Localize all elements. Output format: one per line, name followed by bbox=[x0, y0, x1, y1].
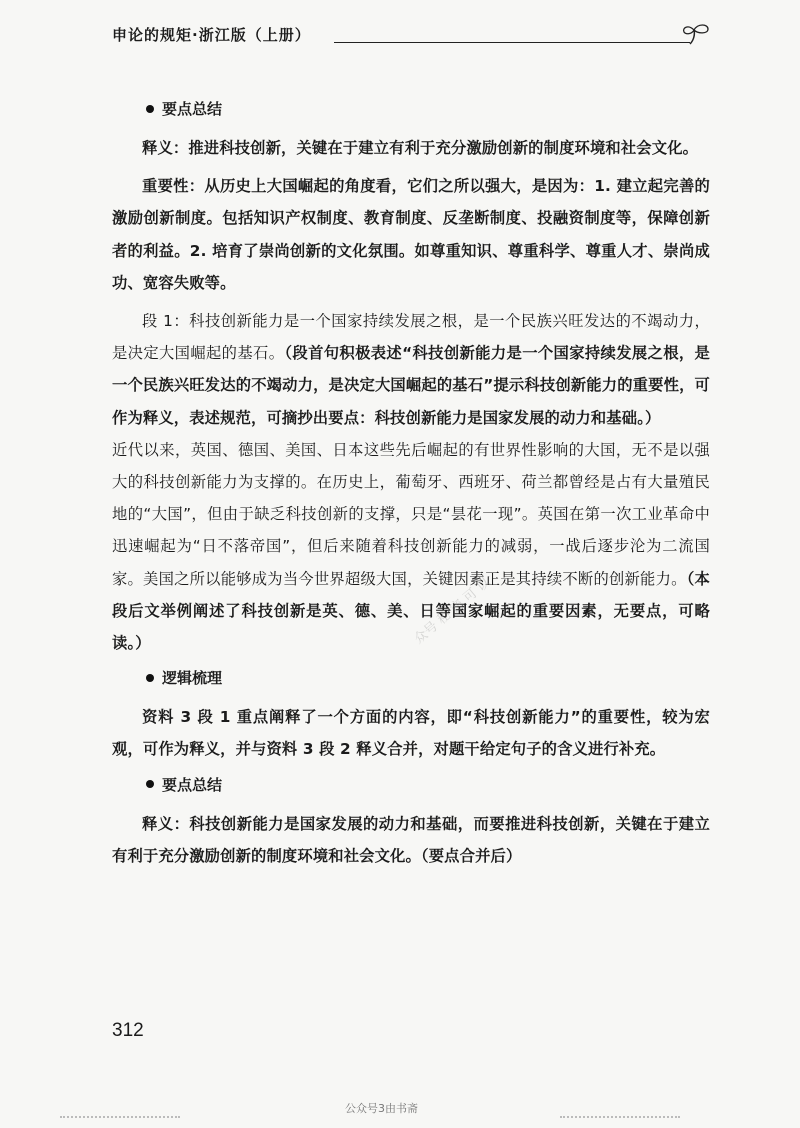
analysis-note: （本段后文举例阐述了科技创新是英、德、美、日等国家崛起的重要因素，无要点，可略读。） bbox=[112, 569, 710, 653]
source-text: 段 1：科技创新能力是一个国家持续发展之根，是一个民族兴旺发达的不竭动力，是决定大国崛起的基石。 bbox=[112, 312, 710, 363]
source-text: 近代以来，英国、德国、美国、日本这些先后崛起的有世界性影响的大国，无不是以强大的科技创新能力为支撑的。在历史上，葡萄牙、西班牙、荷兰都曾经是占有大量殖民地的“大国”，但由于缺乏科技创新的支撑，只是“昙花一现”。英国在第一次工业革命中迅速崛起为“日不落帝国”，但后来随着科技创新能力的减弱，一战后逐步沦为二流国家。美国之所以能够成为当今世界超级大国，关键因素正是其持续不断的创新能力。 bbox=[112, 440, 710, 588]
importance-paragraph: 重要性：从历史上大国崛起的角度看，它们之所以强大，是因为：1. 建立起完善的激励创新制度。包括知识产权制度、教育制度、反垄断制度、投融资制度等，保障创新者的利益。2. 培育了崇尚创新的文化氛围。如尊重知识、尊重科学、尊重人才、崇尚成功、宽容失败等。 bbox=[112, 177, 710, 292]
source-paragraph bbox=[112, 305, 710, 434]
bullet-icon bbox=[146, 105, 154, 113]
watermark: 众号 秘 密 可 以 bbox=[411, 574, 494, 648]
section-heading: 逻辑梳理 bbox=[112, 661, 710, 695]
header-rule bbox=[334, 42, 690, 43]
logic-paragraph: 资料 3 段 1 重点阐释了一个方面的内容，即“科技创新能力”的重要性，较为宏观，可作为释义，并与资料 3 段 2 释义合并，对题干给定句子的含义进行补充。 bbox=[112, 708, 710, 759]
section-heading: 要点总结 bbox=[112, 92, 710, 126]
bullet-icon bbox=[146, 674, 154, 682]
definition-paragraph: 释义：推进科技创新，关键在于建立有利于充分激励创新的制度环境和社会文化。 bbox=[142, 139, 699, 157]
page-body bbox=[112, 90, 710, 872]
scan-artifact bbox=[560, 1116, 680, 1122]
scan-artifact bbox=[60, 1116, 180, 1122]
summary-paragraph: 释义：科技创新能力是国家发展的动力和基础，而要推进科技创新，关键在于建立有利于充分激励创新的制度环境和社会文化。（要点合并后） bbox=[112, 814, 710, 865]
sprout-icon bbox=[682, 22, 712, 52]
book-title: 申论的规矩·浙江版（上册） bbox=[112, 26, 311, 44]
running-header bbox=[112, 22, 712, 52]
bullet-icon bbox=[146, 780, 154, 788]
footer-stamp: 公众号3由书斋 bbox=[345, 1102, 418, 1115]
section-heading: 要点总结 bbox=[112, 768, 710, 802]
page-number: 312 bbox=[112, 1020, 144, 1041]
source-paragraph-continued bbox=[112, 434, 710, 659]
analysis-note: （段首句积极表述“科技创新能力是一个国家持续发展之根，是一个民族兴旺发达的不竭动力，是决定大国崛起的基石”提示科技创新能力的重要性，可作为释义，表述规范，可摘抄出要点：科技创新能力是国家发展的动力和基础。） bbox=[112, 344, 711, 427]
